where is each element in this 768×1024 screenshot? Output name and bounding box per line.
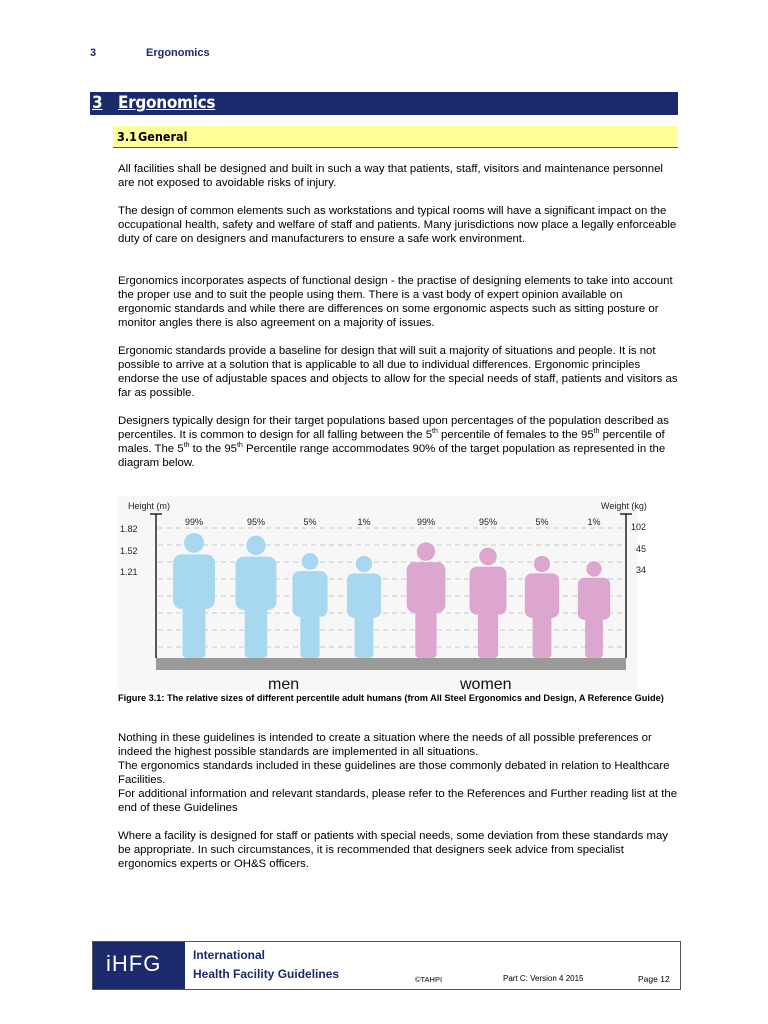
weight-tick-3: 34 (635, 565, 646, 575)
percentile-figure (118, 496, 647, 693)
percentile-label: 99% (416, 517, 436, 527)
height-tick-1: 1.82 (120, 524, 138, 534)
chapter-number: 3 (92, 93, 103, 113)
paragraph-2: The design of common elements such as workstations and typical rooms will have a significant impact on the occupational health, safety and welfare of staff and patients. Many jurisdictions now place a legally enforceable duty of care on designers and manufacturers to ensure a safe work environment. (118, 205, 677, 245)
footer-page-number: Page 12 (638, 974, 670, 984)
paragraph-1: All facilities shall be designed and built in such a way that patients, staff, visitors and maintenance personnel are not exposed to avoidable risks of injury. (118, 163, 663, 189)
page-footer (92, 941, 681, 990)
weight-tick-2: 45 (635, 544, 646, 554)
men-label: men (268, 676, 300, 693)
footer-copyright: ©TAHPI (415, 975, 443, 984)
running-header-title: Ergonomics (146, 47, 210, 59)
percentile-label: 5% (303, 517, 317, 527)
weight-tick-1: 102 (630, 522, 646, 532)
percentile-label: 99% (184, 517, 204, 527)
footer-org-line-1: International (193, 948, 266, 962)
height-tick-2: 1.52 (120, 546, 138, 556)
logo-text: iHFG (106, 951, 162, 976)
section-title: General (138, 129, 188, 144)
height-axis-label: Height (m) (128, 501, 171, 511)
paragraph-6-line-1: Nothing in these guidelines is intended to create a situation where the needs of all possible preferences or indeed the highest possible standards are implemented in all situations. (118, 732, 652, 758)
footer-org-line-2: Health Facility Guidelines (193, 967, 340, 981)
percentile-label: 1% (357, 517, 371, 527)
paragraph-6-line-3: For additional information and relevant standards, please refer to the References and Further reading list at the end of these Guidelines (118, 788, 678, 814)
section-number: 3.1 (117, 129, 137, 144)
chapter-title: Ergonomics (118, 93, 216, 113)
paragraph-6 (118, 731, 678, 815)
weight-axis-label: Weight (kg) (601, 501, 647, 511)
section-heading (113, 126, 678, 148)
ihfg-logo (93, 942, 185, 989)
percentile-label: 95% (246, 517, 266, 527)
percentile-diagram (118, 496, 647, 693)
paragraph-5: Designers typically design for their target populations based upon percentages of the population described as percentiles. It is common to design for all falling between the 5th percentile of females to the 95th percentile of males. The 5th to the 95th Percentile range accommodates 90% of the target population as represented in the diagram below. (118, 415, 669, 469)
paragraph-3: Ergonomics incorporates aspects of functional design - the practise of designing elements to take into account the proper use and to suit the people using them. There is a vast body of expert opinion available on ergonomic standards and while there are differences on some ergonomic aspects such as sitting posture or monitor angles there is also agreement on a majority of issues. (118, 275, 673, 329)
footer-version: Part C: Version 4 2015 (503, 974, 584, 983)
percentile-label: 95% (478, 517, 498, 527)
women-label: women (460, 676, 512, 693)
percentile-label: 5% (535, 517, 549, 527)
paragraph-7: Where a facility is designed for staff or patients with special needs, some deviation from these standards may be appropriate. In such circumstances, it is recommended that designers seek advice from specialist ergonomics experts or OH&S officers. (118, 830, 668, 870)
running-header-number: 3 (90, 47, 97, 59)
paragraph-6-line-2: The ergonomics standards included in these guidelines are those commonly debated in relation to Healthcare Facilities. (118, 760, 670, 786)
percentile-label: 1% (587, 517, 601, 527)
chapter-heading (90, 92, 678, 115)
paragraph-4: Ergonomic standards provide a baseline for design that will suit a majority of situations and people. It is not possible to arrive at a solution that is applicable to all due to individual differences. Ergonomic principles endorse the use of adjustable spaces and objects to allow for the special needs of staff, patients and visitors as far as possible. (118, 345, 678, 399)
ground-bar (156, 658, 626, 670)
figure-caption: Figure 3.1: The relative sizes of different percentile adult humans (from All Steel Ergonomics and Design, A Reference Guide) (118, 693, 664, 703)
height-tick-3: 1.21 (120, 567, 138, 577)
